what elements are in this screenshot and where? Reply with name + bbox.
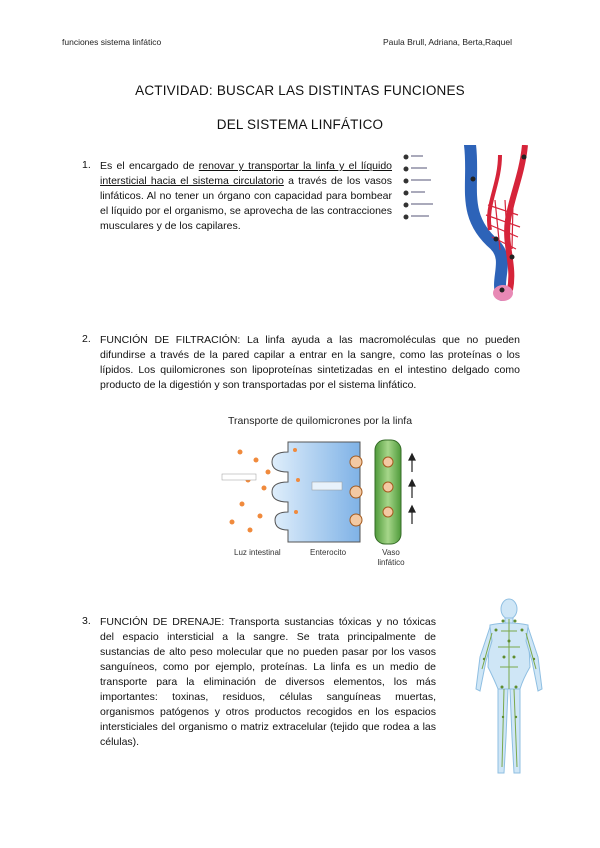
header-right: Paula Brull, Adriana, Berta,Raquel: [383, 37, 512, 47]
item-2-text: FUNCIÓN DE FILTRACIÓN: La linfa ayuda a las macromoléculas que no pueden difundirse a través de la pared capilar a entrar en la sangre, como las proteínas o los lípidos. Los quilomicrones son lipoproteínas sintetizadas en el intestino delgado como producto de la digestión y son transportadas por el sistema linfático.: [100, 334, 520, 391]
lymph-capillary-figure: [400, 145, 540, 305]
item-1-number: 1.: [82, 159, 91, 171]
figure-legend: [404, 155, 434, 220]
human-lymphatic-figure: [468, 597, 550, 780]
page-title-line2: DEL SISTEMA LINFÁTICO: [216, 117, 384, 132]
chylomicron-transport-diagram: [220, 432, 420, 547]
figure2-label-vessel: Vaso linfático: [377, 548, 405, 567]
enterocyte-shape: [272, 442, 360, 542]
chylomicrons: [350, 456, 393, 526]
page-title-line1: ACTIVIDAD: BUSCAR LAS DISTINTAS FUNCIONES: [135, 83, 465, 98]
item-1-paragraph: [100, 159, 392, 234]
item-1-text-a: Es el encargado de: [100, 160, 195, 172]
item-3-number: 3.: [82, 615, 91, 627]
header-left: funciones sistema linfático: [62, 37, 162, 47]
item-2-number: 2.: [82, 333, 91, 345]
flow-arrows: [409, 454, 415, 524]
item-1-text-underlined: renovar y transportar la linfa y el líquido intersticial hacia el sistema circulatorio: [100, 160, 393, 187]
item-1-text-b: a través de los vasos linfáticos. Al no tener un órgano con capacidad para bombear el líquido por el organismo, se aprovecha de las contracciones musculares y de los capilares.: [100, 175, 392, 232]
figure2-title: Transporte de quilomicrones por la linfa: [228, 415, 413, 427]
item-3-text: FUNCIÓN DE DRENAJE: Transporta sustancias tóxicas y no tóxicas del espacio intersticial a la sangre. Se trata principalmente de sustancias de alto peso molecular que no pueden pasar por los vasos sanguíneos, como por ejemplo, proteínas. La linfa es un medio de transporte para la eliminación de diversos elementos, los más importantes: toxinas, residuos, células sanguíneas muertas, organismos patógenos y otros productos recogidos en los espacios intersticiales del organismo o matriz extracelular (tejido que rodea a las células).: [100, 616, 436, 748]
figure2-label-enterocyte: Enterocito: [310, 548, 347, 557]
figure2-label-lumen: Luz intestinal: [234, 548, 281, 557]
